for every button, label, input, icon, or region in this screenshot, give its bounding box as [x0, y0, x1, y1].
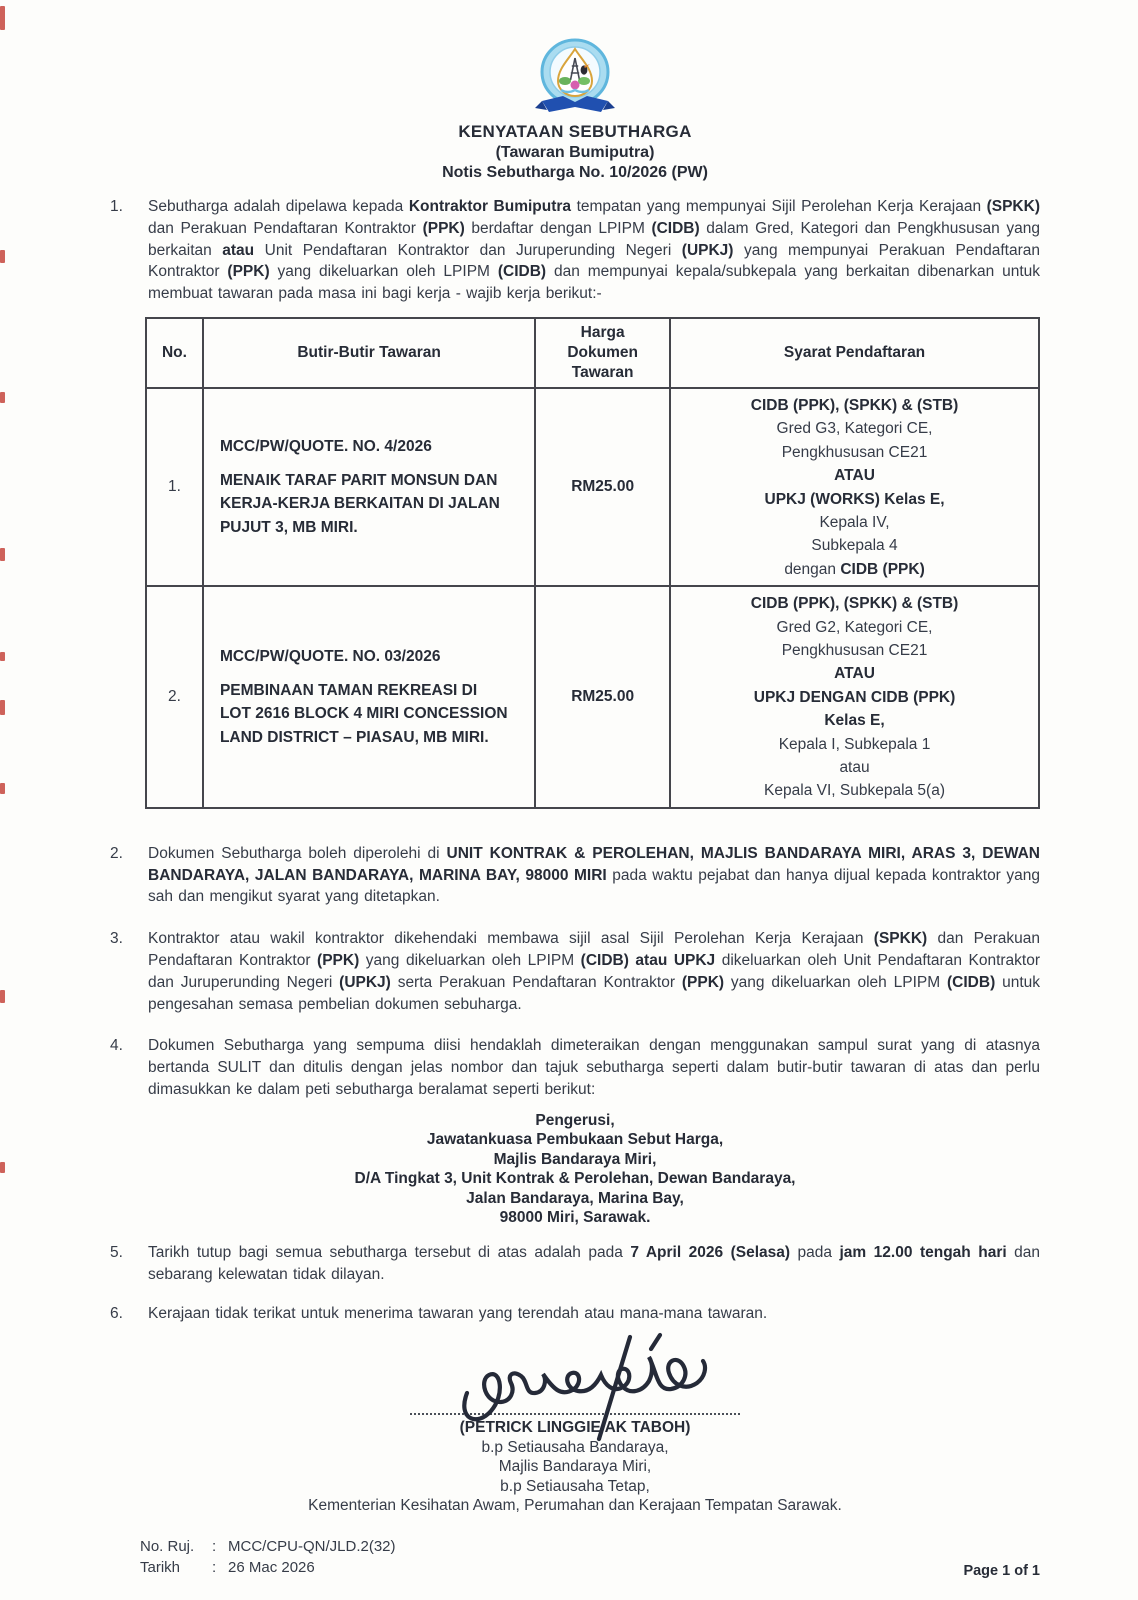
- signatory-title-line: Majlis Bandaraya Miri,: [498, 1458, 652, 1476]
- paragraph-1: [110, 196, 1040, 305]
- table-header-row: [146, 318, 1039, 388]
- handwritten-signature: [443, 1331, 743, 1443]
- requirement-line: CIDB (PPK), (SPKK) & (STB): [750, 396, 959, 414]
- scan-artifact: [0, 652, 5, 661]
- tender-table: [145, 317, 1040, 809]
- tender-description: MENAIK TARAF PARIT MONSUN DAN KERJA-KERJA BERKAITAN DI JALAN PUJUT 3, MB MIRI.: [219, 471, 500, 536]
- requirement-line: UPKJ (WORKS) Kelas E,: [764, 490, 945, 508]
- requirement-line: Kelas E,: [824, 712, 885, 730]
- paragraph-2: [110, 843, 1040, 908]
- header-butir: Butir-Butir Tawaran: [203, 318, 535, 388]
- paragraph-5: [110, 1242, 1040, 1286]
- paragraph-text: Kerajaan tidak terikat untuk menerima tawaran yang terendah atau mana-mana tawaran.: [148, 1305, 768, 1323]
- paragraph-text: Dokumen Sebutharga yang sempuma diisi hendaklah dimeteraikan dengan menggunakan sampul surat yang di atasnya bertanda SULIT dan ditulis dengan jelas nombor dan tajuk sebutharga seperti dalam butir-butir tawaran di atas dan perlu dimasukkan ke dalam peti sebutharga beralamat seperti berikut:: [148, 1037, 1040, 1099]
- document-header: [110, 122, 1040, 182]
- scan-artifact: [0, 990, 5, 1003]
- quote-number: MCC/PW/QUOTE. NO. 4/2026: [219, 437, 432, 455]
- paragraph-number: 6.: [110, 1305, 123, 1323]
- requirement-line: atau: [839, 759, 870, 777]
- requirement-line: UPKJ DENGAN CIDB (PPK): [753, 688, 956, 706]
- requirement-line: Gred G3, Kategori CE,: [776, 420, 933, 438]
- paragraph-4: [110, 1035, 1040, 1100]
- address-line: Pengerusi,: [535, 1111, 615, 1129]
- paragraph-number: 4.: [110, 1037, 123, 1055]
- table-row: [146, 388, 1039, 586]
- address-line: D/A Tingkat 3, Unit Kontrak & Perolehan, Dewan Bandaraya,: [354, 1170, 796, 1188]
- requirement-line: Subkepala 4: [811, 537, 898, 555]
- paragraph-6: [110, 1303, 1040, 1325]
- header-syarat: Syarat Pendaftaran: [670, 318, 1039, 388]
- table-row: [146, 586, 1039, 808]
- paragraph-number: 3.: [110, 930, 123, 948]
- scan-artifact: [0, 700, 5, 715]
- scan-artifact: [0, 1162, 5, 1173]
- signatory-title-line: Kementerian Kesihatan Awam, Perumahan dan Kerajaan Tempatan Sarawak.: [308, 1497, 842, 1515]
- paragraph-text: Sebutharga adalah dipelawa kepada Kontraktor Bumiputra tempatan yang mempunyai Sijil Perolehan Kerja Kerajaan (SPKK) dan Perakuan Pendaftaran Kontraktor (PPK) berdaftar dengan LPIPM (CIDB) dalam Gred, Kategori dan Pengkhususan yang berkaitan atau Unit Pendaftaran Kontraktor dan Juruperunding Negeri (UPKJ) yang mempunyai Perakuan Pendaftaran Kontraktor (PPK) yang dikeluarkan oleh LPIPM (CIDB) dan mempunyai kepala/subkepala yang berkaitan dibenarkan untuk membuat tawaran pada masa ini bagi kerja - wajib kerja berikut:-: [148, 198, 1041, 303]
- document-date: 26 Mac 2026: [228, 1559, 315, 1577]
- paragraph-number: 5.: [110, 1243, 123, 1261]
- requirement-line: Pengkhususan CE21: [781, 443, 928, 461]
- miri-city-council-crest-logo: [523, 38, 627, 118]
- page-number: Page 1 of 1: [963, 1562, 1040, 1579]
- page-title: KENYATAAN SEBUTHARGA: [458, 122, 692, 141]
- date-colon: :: [212, 1559, 217, 1577]
- requirement-line: CIDB (PPK), (SPKK) & (STB): [750, 595, 959, 613]
- paragraph-number: 1.: [110, 198, 123, 215]
- scan-artifact: [0, 6, 5, 30]
- signatory-title-line: b.p Setiausaha Bandaraya,: [481, 1438, 669, 1456]
- requirement-line: Kepala I, Subkepala 1: [778, 735, 931, 753]
- reference-number: MCC/CPU-QN/JLD.2(32): [228, 1537, 396, 1555]
- tender-details-cell: [203, 586, 535, 808]
- tender-description: PEMBINAAN TAMAN REKREASI DI LOT 2616 BLOCK 4 MIRI CONCESSION LAND DISTRICT – PIASAU, MB MIRI.: [219, 681, 508, 746]
- address-line: Jawatankuasa Pembukaan Sebut Harga,: [426, 1131, 724, 1149]
- signature-block: [110, 1331, 1040, 1516]
- signatory-name: (PETRICK LINGGIE AK TABOH): [459, 1419, 691, 1437]
- scan-artifact: [0, 250, 5, 263]
- requirement-line: Gred G2, Kategori CE,: [776, 618, 933, 636]
- reference-colon: :: [212, 1537, 217, 1555]
- requirement-line: dengan CIDB (PPK): [784, 560, 925, 578]
- registration-requirements-cell: [670, 388, 1039, 586]
- registration-requirements-cell: [670, 586, 1039, 808]
- requirement-line: Kepala IV,: [819, 514, 890, 532]
- paragraph-3: [110, 928, 1040, 1015]
- document-price: RM25.00: [535, 586, 670, 808]
- scan-artifact: [0, 548, 5, 561]
- row-number: 1.: [146, 388, 203, 586]
- paragraph-text: Dokumen Sebutharga boleh diperolehi di UNIT KONTRAK & PEROLEHAN, MAJLIS BANDARAYA MIRI, ARAS 3, DEWAN BANDARAYA, JALAN BANDARAYA, MARINA BAY, 98000 MIRI pada waktu pejabat dan hanya dijual kepada kontraktor yang sah dan mengikut syarat yang ditetapkan.: [148, 844, 1040, 906]
- paragraph-number: 2.: [110, 844, 123, 862]
- scan-artifact: [0, 392, 5, 403]
- paragraph-text: Kontraktor atau wakil kontraktor dikehendaki membawa sijil asal Sijil Perolehan Kerja Kerajaan (SPKK) dan Perakuan Pendaftaran Kontraktor (PPK) yang dikeluarkan oleh LPIPM (CIDB) atau UPKJ dikeluarkan oleh Unit Pendaftaran Kontraktor dan Juruperunding Negeri (UPKJ) serta Perakuan Pendaftaran Kontraktor (PPK) yang dikeluarkan oleh LPIPM (CIDB) untuk pengesahan semasa pembelian dokumen sebuharga.: [148, 930, 1040, 1013]
- requirement-line: ATAU: [834, 467, 875, 485]
- signatory-title-line: b.p Setiausaha Tetap,: [500, 1477, 650, 1495]
- requirement-line: ATAU: [834, 665, 875, 683]
- paragraph-text: Tarikh tutup bagi semua sebutharga tersebut di atas adalah pada 7 April 2026 (Selasa) pada jam 12.00 tengah hari dan sebarang kelewatan tidak dilayan.: [148, 1243, 1040, 1283]
- address-line: 98000 Miri, Sarawak.: [499, 1209, 651, 1227]
- header-harga: Harga Dokumen Tawaran: [535, 318, 670, 388]
- document-footer: [110, 1536, 1040, 1579]
- notice-number: Notis Sebutharga No. 10/2026 (PW): [442, 164, 708, 181]
- submission-address: [110, 1111, 1040, 1228]
- tender-details-cell: [203, 388, 535, 586]
- row-number: 2.: [146, 586, 203, 808]
- document-price: RM25.00: [535, 388, 670, 586]
- address-line: Jalan Bandaraya, Marina Bay,: [466, 1189, 684, 1207]
- reference-label: No. Ruj.: [140, 1537, 195, 1555]
- scan-artifact: [0, 783, 5, 794]
- date-label: Tarikh: [140, 1559, 181, 1577]
- requirement-line: Kepala VI, Subkepala 5(a): [764, 782, 945, 800]
- header-no: No.: [146, 318, 203, 388]
- address-line: Majlis Bandaraya Miri,: [493, 1150, 657, 1168]
- quote-number: MCC/PW/QUOTE. NO. 03/2026: [219, 647, 441, 665]
- requirement-line: Pengkhususan CE21: [781, 642, 928, 660]
- page-subtitle: (Tawaran Bumiputra): [495, 144, 655, 161]
